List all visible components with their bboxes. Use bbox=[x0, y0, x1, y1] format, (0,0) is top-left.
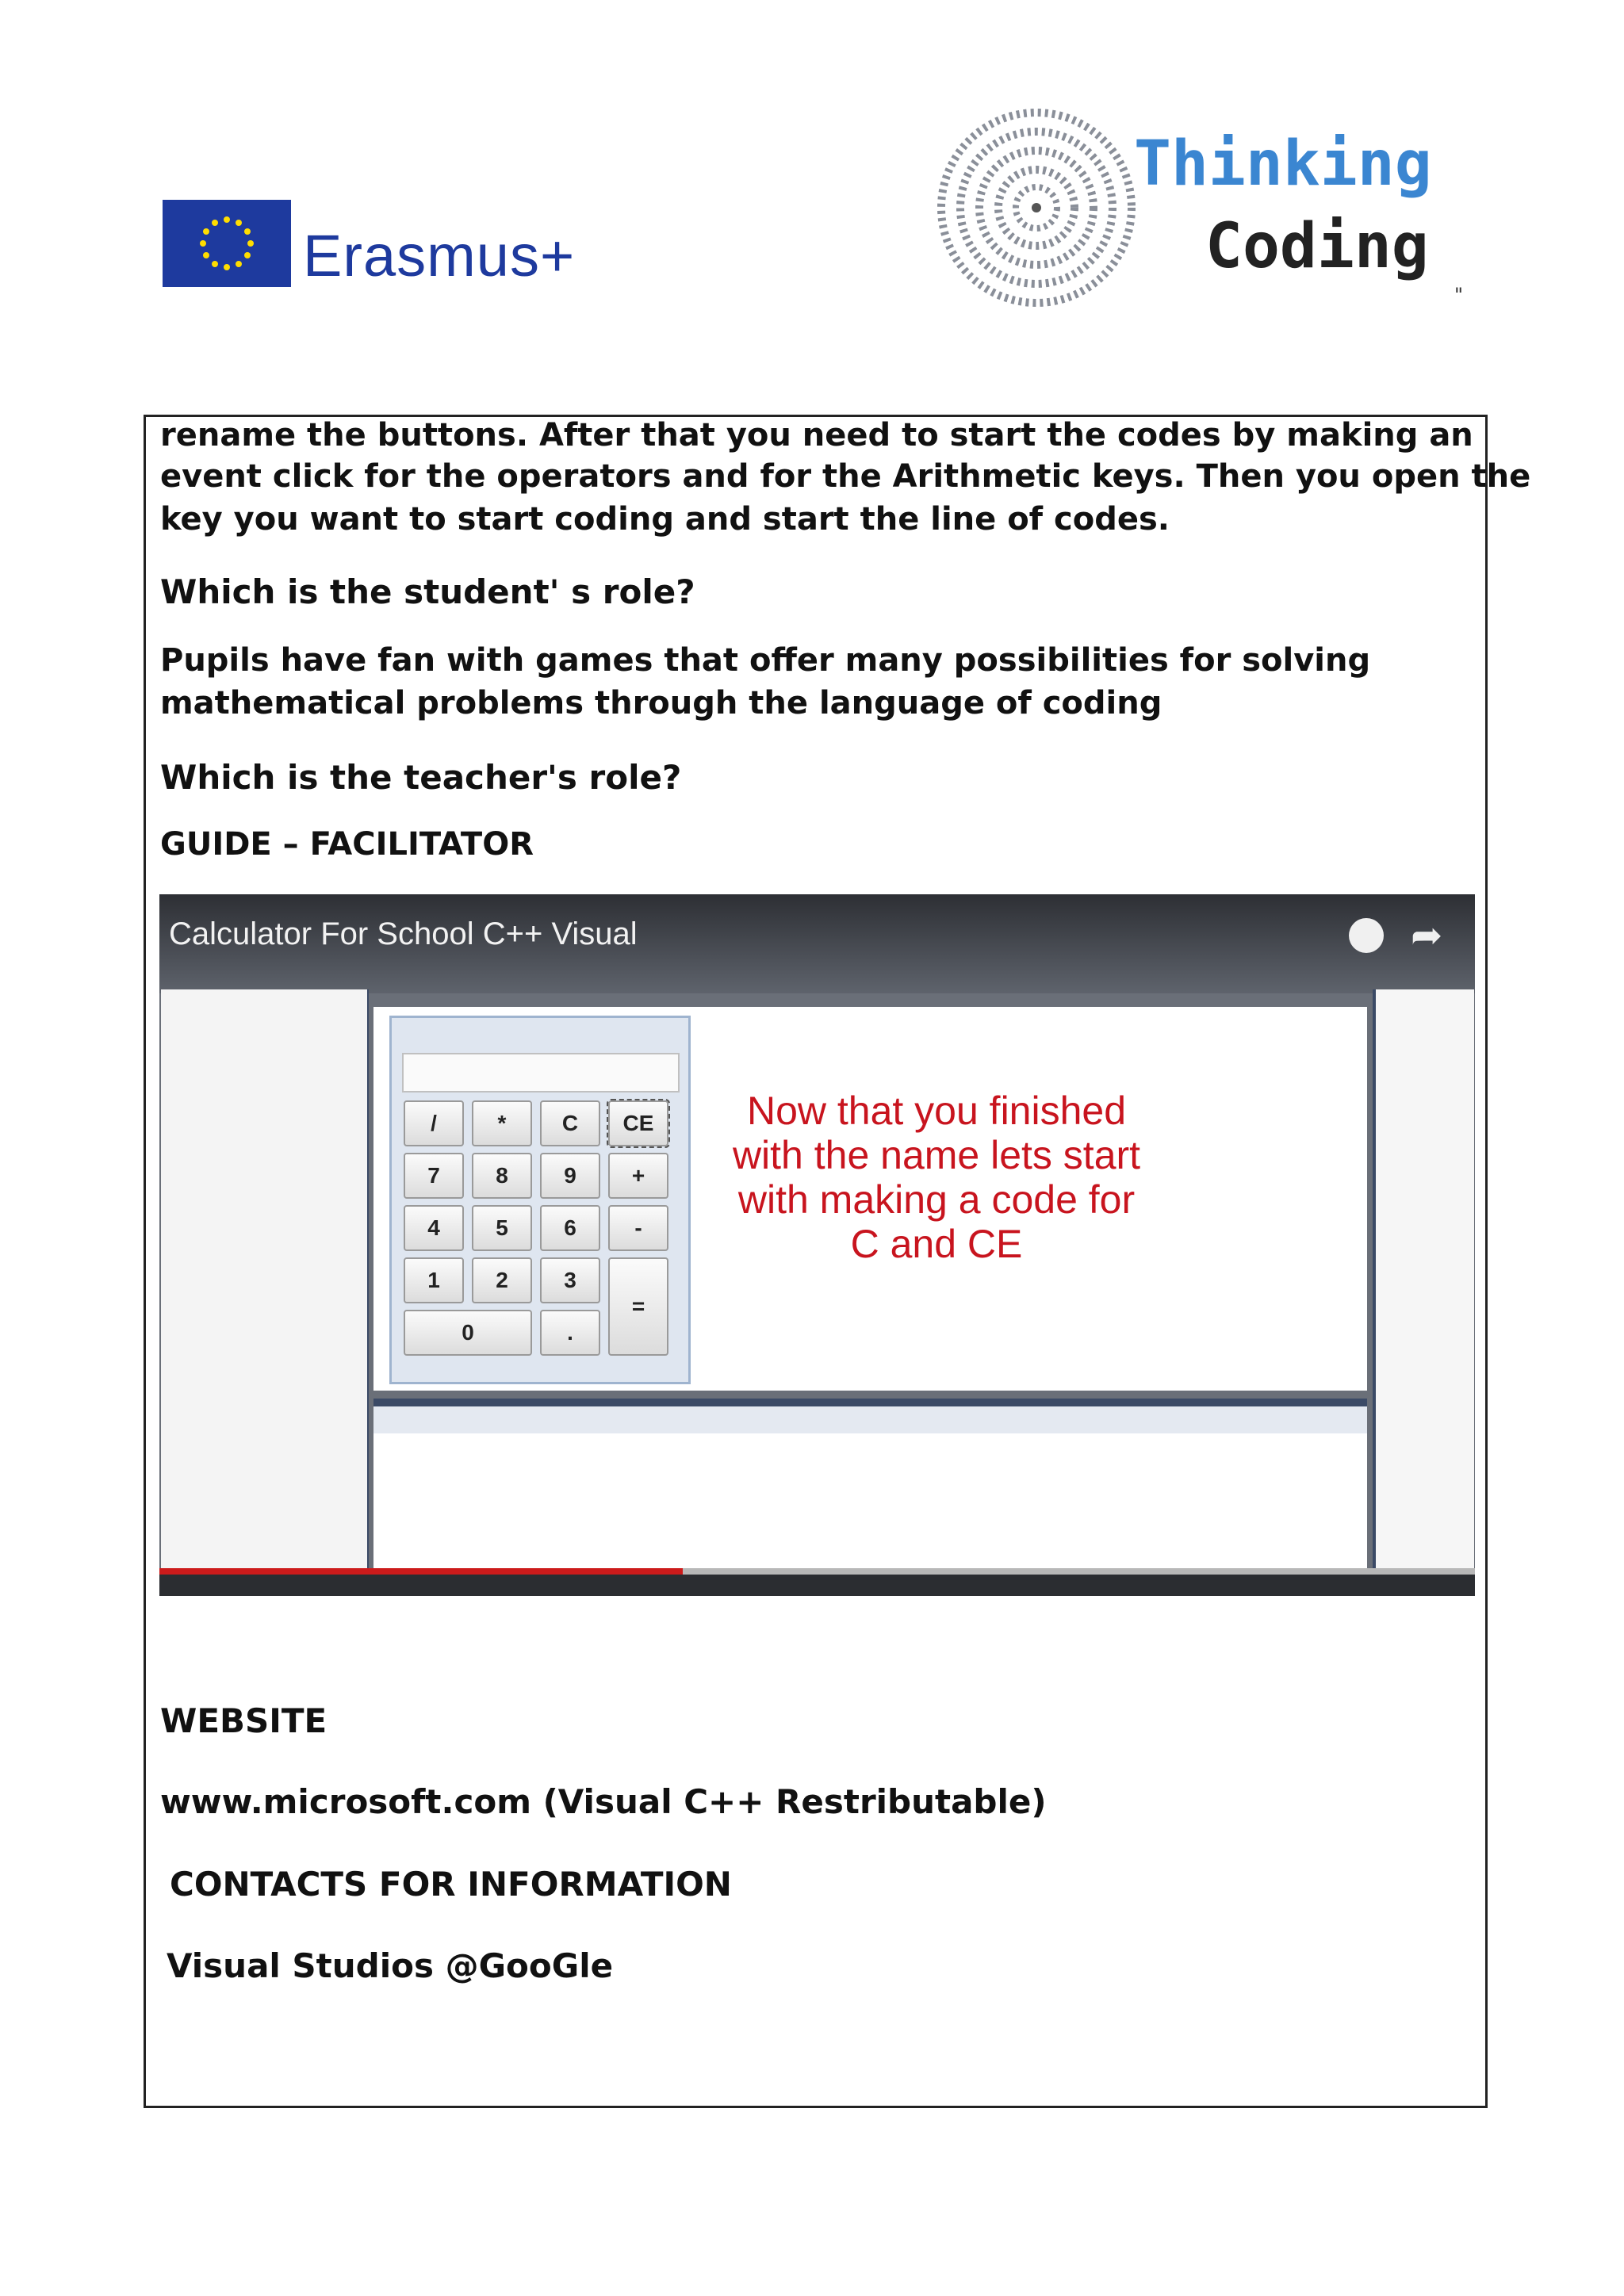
paragraph-line: event click for the operators and for the Arithmetic keys. Then you open the bbox=[160, 458, 1531, 495]
video-progress-remaining[interactable] bbox=[683, 1568, 1475, 1575]
share-arrow-icon[interactable]: ➦ bbox=[1411, 913, 1443, 958]
calc-button-decimal[interactable]: . bbox=[540, 1310, 600, 1356]
video-title: Calculator For School C++ Visual bbox=[169, 916, 638, 951]
coding-logo-text: Coding bbox=[1205, 211, 1429, 282]
calc-button-1[interactable]: 1 bbox=[404, 1257, 464, 1303]
solution-explorer-panel bbox=[161, 989, 369, 1586]
calc-button-multiply[interactable]: * bbox=[472, 1100, 532, 1146]
video-caption: Now that you finished with the name lets start with making a code for C and CE bbox=[732, 1089, 1141, 1266]
question-student-role: Which is the student' s role? bbox=[160, 572, 695, 611]
contacts-value: Visual Studios @GooGle bbox=[167, 1946, 614, 1985]
erasmus-logo-text: Erasmus+ bbox=[303, 223, 576, 289]
tutorial-video[interactable] bbox=[159, 894, 1475, 1596]
output-toolbar bbox=[373, 1406, 1367, 1433]
calc-button-0[interactable]: 0 bbox=[404, 1310, 532, 1356]
calc-button-equals[interactable]: = bbox=[608, 1257, 668, 1356]
teacher-role-answer: GUIDE – FACILITATOR bbox=[160, 826, 534, 863]
calc-button-7[interactable]: 7 bbox=[404, 1153, 464, 1199]
paragraph-line: key you want to start coding and start the line of codes. bbox=[160, 501, 1170, 538]
calc-button-4[interactable]: 4 bbox=[404, 1205, 464, 1251]
contacts-heading: CONTACTS FOR INFORMATION bbox=[170, 1865, 732, 1904]
calc-button-divide[interactable]: / bbox=[404, 1100, 464, 1146]
calc-button-clear-entry[interactable]: CE bbox=[608, 1100, 668, 1146]
video-progress-played[interactable] bbox=[159, 1568, 683, 1575]
calc-button-2[interactable]: 2 bbox=[472, 1257, 532, 1303]
website-heading: WEBSITE bbox=[160, 1701, 327, 1740]
paragraph-line: rename the buttons. After that you need to start the codes by making an bbox=[160, 417, 1473, 453]
calculator-display bbox=[402, 1053, 680, 1093]
calc-button-9[interactable]: 9 bbox=[540, 1153, 600, 1199]
calc-button-clear[interactable]: C bbox=[540, 1100, 600, 1146]
calc-button-5[interactable]: 5 bbox=[472, 1205, 532, 1251]
video-controls-bar bbox=[159, 1575, 1475, 1596]
website-link[interactable]: www.microsoft.com (Visual C++ Restributable) bbox=[160, 1782, 1047, 1821]
calc-button-minus[interactable]: - bbox=[608, 1205, 668, 1251]
calc-button-3[interactable]: 3 bbox=[540, 1257, 600, 1303]
thinking-coding-logo-icon bbox=[932, 103, 1142, 313]
eu-flag-icon bbox=[163, 200, 291, 287]
quote-mark: " bbox=[1454, 284, 1464, 306]
thinking-logo-text: Thinking bbox=[1134, 128, 1432, 200]
calc-button-6[interactable]: 6 bbox=[540, 1205, 600, 1251]
question-teacher-role: Which is the teacher's role? bbox=[160, 758, 682, 797]
calc-button-plus[interactable]: + bbox=[608, 1153, 668, 1199]
properties-panel bbox=[1373, 989, 1474, 1586]
calc-button-8[interactable]: 8 bbox=[472, 1153, 532, 1199]
watch-later-clock-icon[interactable] bbox=[1349, 918, 1384, 953]
student-role-line: Pupils have fan with games that offer many possibilities for solving bbox=[160, 642, 1371, 679]
student-role-line: mathematical problems through the language of coding bbox=[160, 685, 1162, 721]
